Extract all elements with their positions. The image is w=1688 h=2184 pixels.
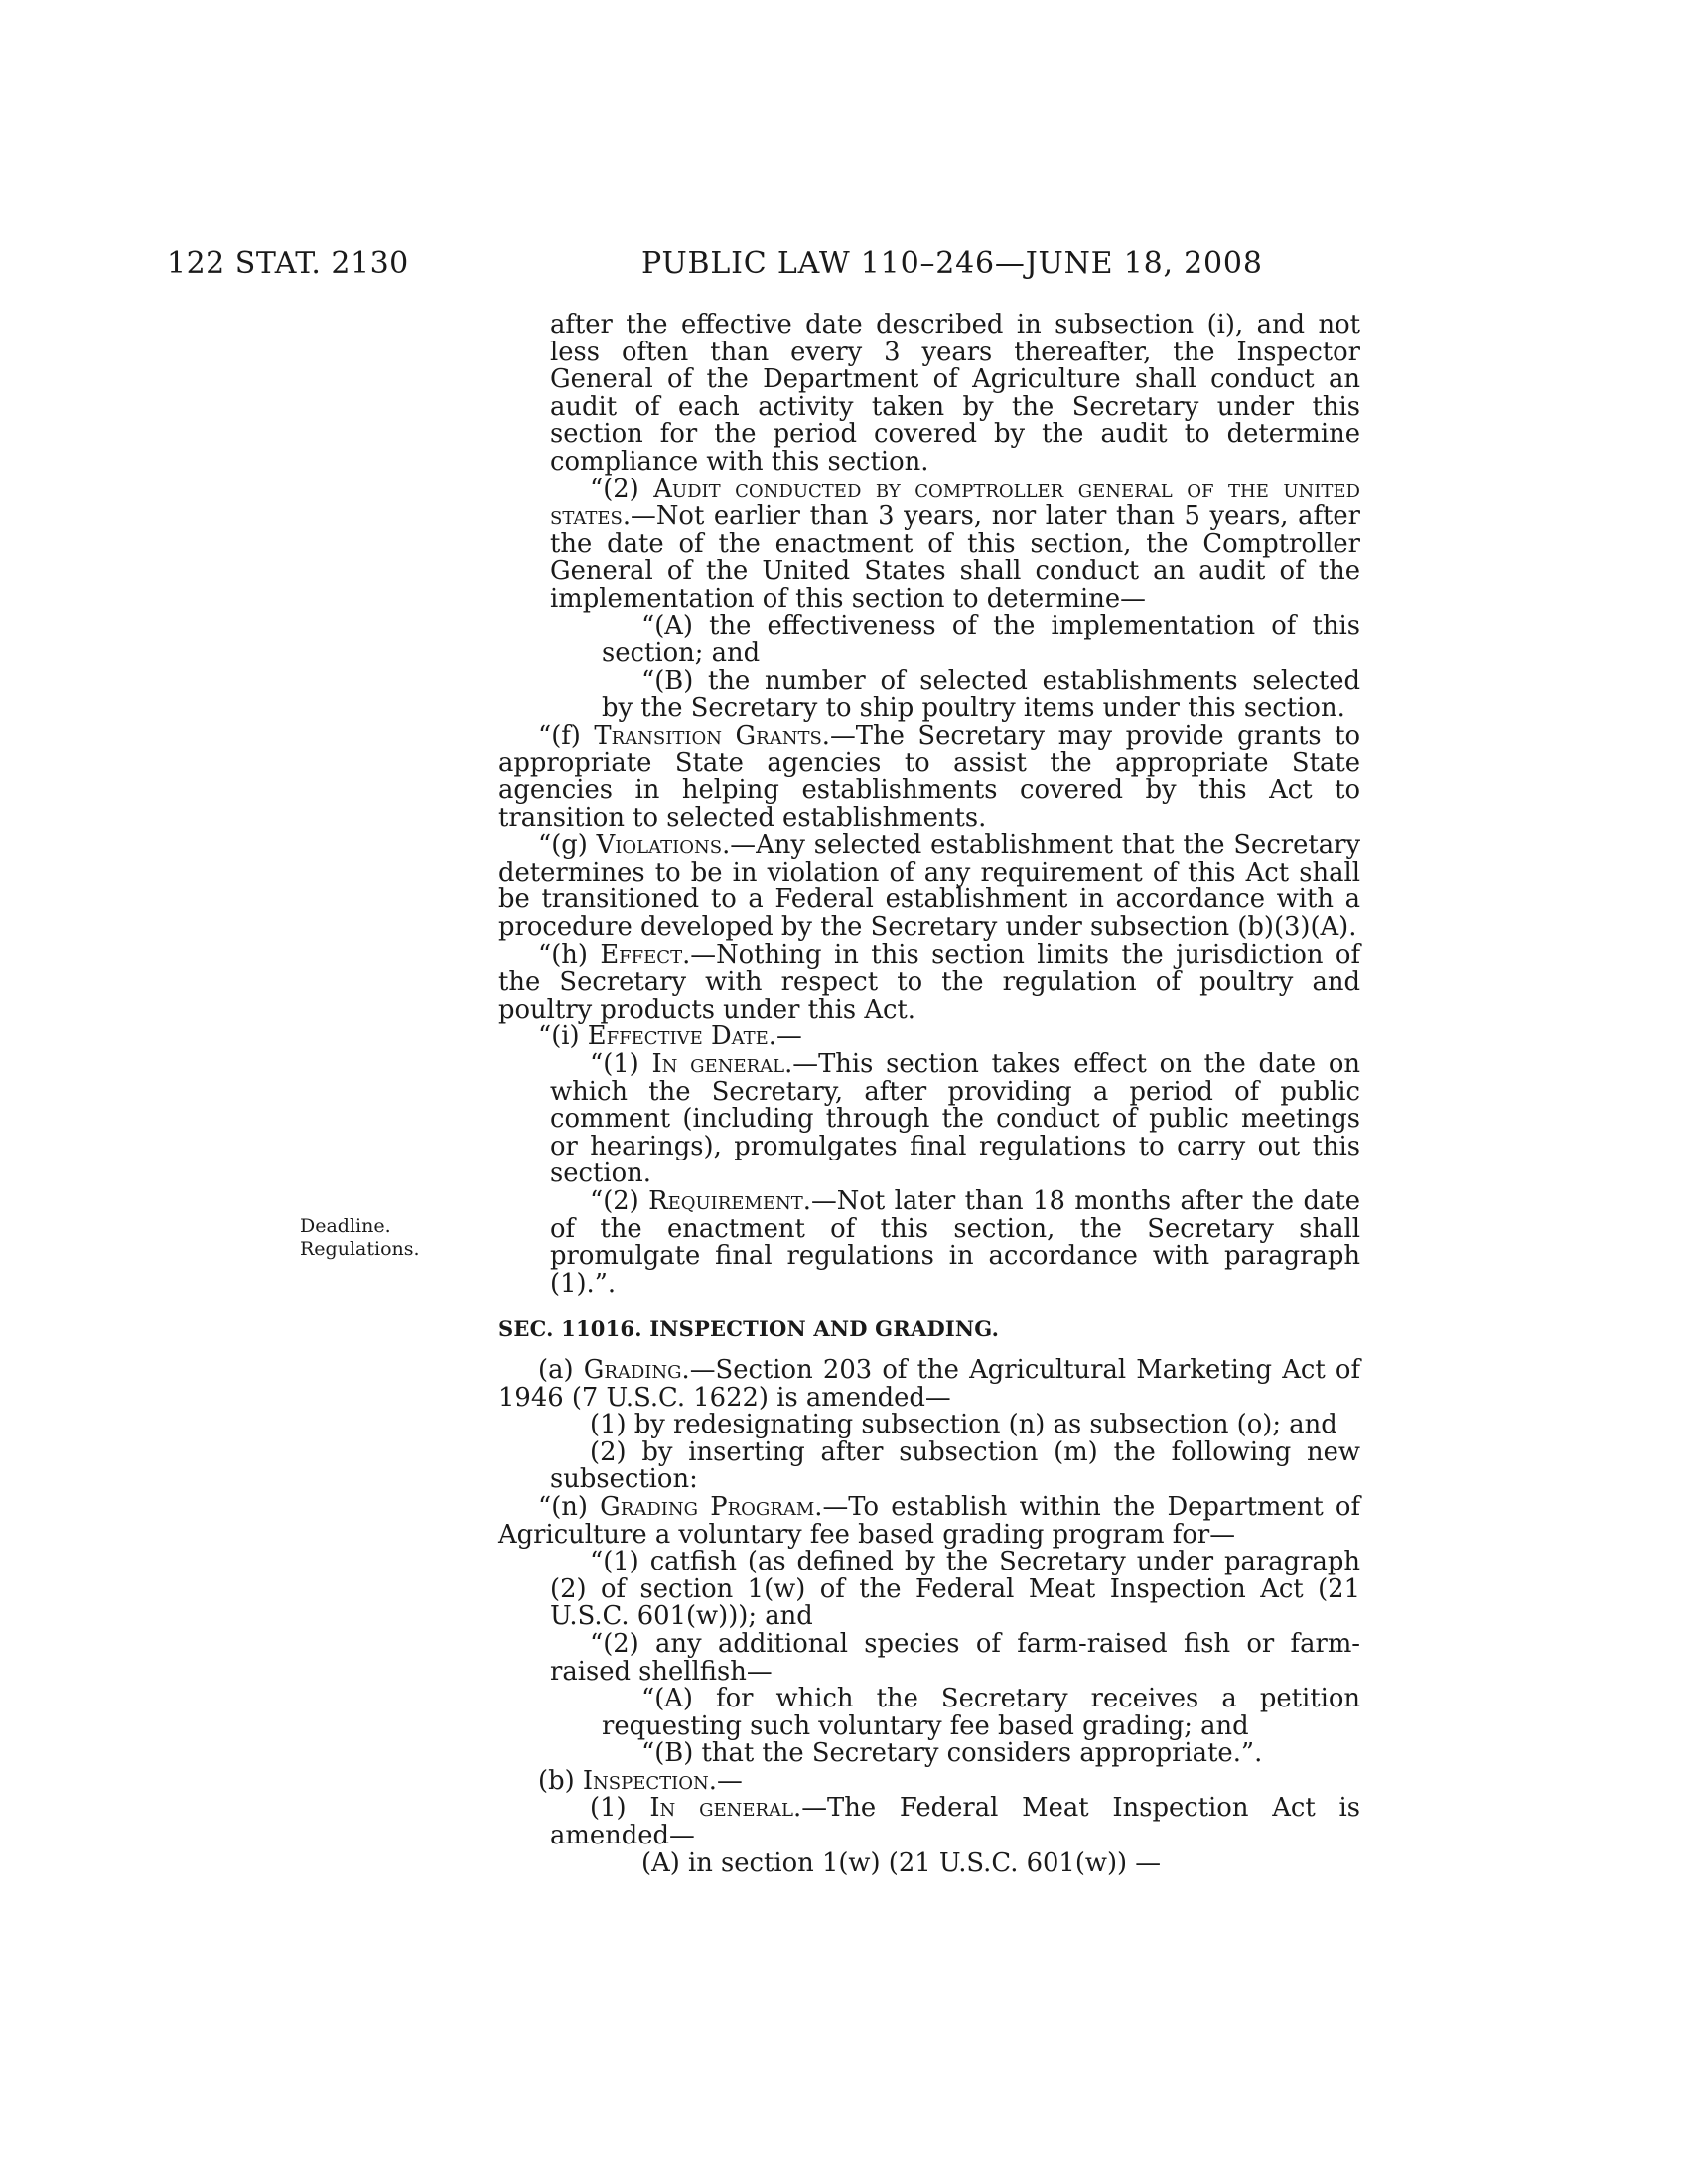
running-title: PUBLIC LAW 110–246—JUNE 18, 2008	[641, 246, 1263, 281]
paragraph: “(A) for which the Secretary receives a petition requesting such voluntary fee based grading; and	[602, 1684, 1360, 1741]
paragraph: “(n) Grading Program.—To establish within the Department of Agriculture a voluntary fee based grading program for—	[498, 1491, 1361, 1550]
section-heading: SEC. 11016. INSPECTION AND GRADING.	[498, 1316, 1000, 1342]
paragraph: “(2) any additional species of farm-raised fish or farm-raised shellfish—	[550, 1628, 1360, 1687]
paragraph-heading: Effective Date.	[587, 1022, 777, 1052]
paragraph-heading: Requirement.	[648, 1186, 811, 1216]
paragraph: “(h) Effect.—Nothing in this section limits the jurisdiction of the Secretary with respect to the regulation of poultry and poultry products under this Act.	[498, 939, 1360, 1024]
paragraph-heading: Grading Program.	[600, 1491, 823, 1522]
paragraph-heading: Violations.	[596, 830, 731, 861]
paragraph-heading: In general.	[649, 1793, 802, 1824]
paragraph: (2) by inserting after subsection (m) the following new subsection:	[550, 1436, 1360, 1495]
paragraph: (b) Inspection.—	[538, 1765, 743, 1796]
paragraph-heading: Transition Grants.	[594, 720, 830, 751]
paragraph: (1) by redesignating subsection (n) as subsection (o); and	[590, 1410, 1337, 1440]
paragraph: “(1) catfish (as defined by the Secretary under paragraph (2) of section 1(w) of the Federal Meat Inspection Act (21 U.S.C. 601(w))); and	[550, 1547, 1360, 1632]
paragraph: “(B) that the Secretary considers appropriate.”.	[641, 1738, 1263, 1769]
paragraph: “(f) Transition Grants.—The Secretary may provide grants to appropriate State agencies to assist the appropriate State agencies in helping establishments covered by this Act to transition to selected establishments.	[498, 720, 1361, 833]
paragraph-heading: Grading.	[583, 1354, 690, 1385]
paragraph: “(i) Effective Date.—	[538, 1022, 802, 1052]
body-text	[498, 312, 1360, 1877]
page-header	[0, 246, 1688, 290]
paragraph: “(B) the number of selected establishments selected by the Secretary to ship poultry items under this section.	[602, 665, 1360, 724]
paragraph: “(A) the effectiveness of the implementation of this section; and	[602, 611, 1360, 669]
paragraph-heading: Inspection.	[582, 1765, 717, 1796]
paragraph: (a) Grading.—Section 203 of the Agricultural Marketing Act of 1946 (7 U.S.C. 1622) is amended—	[498, 1354, 1360, 1413]
paragraph: “(2) Audit conducted by comptroller general of the united states.—Not earlier than 3 years, nor later than 5 years, after the date of the enactment of this section, the Comptroller General of the United States shall conduct an audit of the implementation of this section to determine—	[550, 474, 1360, 614]
paragraph: after the effective date described in subsection (i), and not less often than every 3 years thereafter, the Inspector General of the Department of Agriculture shall conduct an audit of each activity taken by the Secretary under this section for the period covered by the audit to determine compliance with this section.	[550, 310, 1360, 477]
paragraph-heading: Audit conducted by comptroller general of the united states.	[550, 474, 1360, 532]
statute-page-number: 122 STAT. 2130	[167, 246, 409, 281]
paragraph: (1) In general.—The Federal Meat Inspection Act is amended—	[550, 1793, 1360, 1851]
paragraph: “(2) Requirement.—Not later than 18 months after the date of the enactment of this section, the Secretary shall promulgate final regulations in accordance with paragraph (1).”.	[550, 1186, 1360, 1298]
paragraph: “(1) In general.—This section takes effect on the date on which the Secretary, after providing a period of public comment (including through the conduct of public meetings or hearings), promulgates final regulations to carry out this section.	[550, 1049, 1360, 1189]
paragraph-heading: In general.	[651, 1049, 793, 1080]
paragraph-heading: Effect.	[600, 939, 691, 970]
margin-note-deadline: Deadline.	[300, 1215, 391, 1237]
margin-note-regulations: Regulations.	[300, 1238, 420, 1260]
paragraph: “(g) Violations.—Any selected establishment that the Secretary determines to be in violation of any requirement of this Act shall be transitioned to a Federal establishment in accordance with a procedure developed by the Secretary under subsection (b)(3)(A).	[498, 830, 1361, 943]
paragraph: (A) in section 1(w) (21 U.S.C. 601(w)) —	[641, 1847, 1162, 1878]
margin-note	[300, 1215, 420, 1261]
